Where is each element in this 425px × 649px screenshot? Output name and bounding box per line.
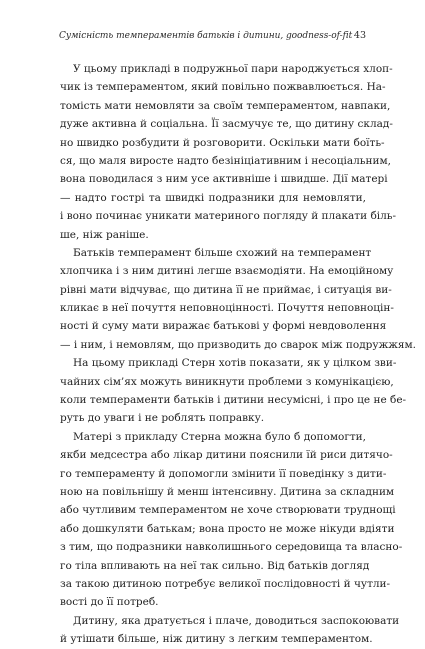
paragraph-5-line-2: й утішати більше, ніж дитину з легким темпераментом. [60,633,373,646]
paragraph-4-line-8: го тіла впливають на неї так сильно. Від батьків догляд [60,559,370,572]
page-number: 43 [353,30,366,41]
paragraph-2-line-6: — і ним, і немовлям, що призводить до сварок між подружжям. [60,338,417,351]
paragraph-3-line-2: чайних сім’ях можуть виникнути проблеми з комунікацією, [60,375,394,388]
paragraph-1-line-10: ше, ніж раніше. [60,228,149,241]
paragraph-4-line-7: з тим, що подразники навколишнього середовища та власно- [60,541,403,554]
paragraph-2-line-4: кликає в неї почуття неповноцінності. Почуття неповноцін- [60,302,394,315]
paragraph-4-line-10: вості до її потреб. [60,596,159,609]
paragraph-4-line-5: або чутливим темпераментом не хоче створювати труднощі [60,504,396,517]
paragraph-2-line-5: ності й суму мати виражає батькові у формі невдоволення [60,320,387,333]
paragraph-1-line-5: но швидко розбудити й розговорити. Оскільки мати боїть- [60,136,385,149]
paragraph-2-line-3: рівні мати відчуває, що дитина її не приймає, і ситуація ви- [60,283,392,296]
paragraph-4-line-4: ною на повільнішу й менш інтенсивну. Дитина за складним [60,485,395,498]
paragraph-1-line-2: чик із темпераментом, який повільно пожвавлюється. На- [60,81,386,94]
paragraph-3-line-1: На цьому прикладі Стерн хотів показати, як у цілком зви- [73,357,397,370]
paragraph-1-line-8: — надто гострі та швидкі подразники для немовляти, [60,191,366,204]
body-text [60,60,417,649]
paragraph-1-line-3: томість мати немовляти за своїм темпераментом, навпаки, [60,99,391,112]
paragraph-1-line-9: і воно починає уникати материного погляду й плакати біль- [60,210,397,223]
paragraph-2-line-1: Батьків темперамент більше схожий на темперамент [73,246,372,259]
paragraph-1-line-4: дуже активна й соціальна. Її засмучує те, що дитину склад- [60,118,393,131]
paragraph-4-line-9: за такою дитиною потребує великої послідовності й чутли- [60,577,391,590]
paragraph-5-line-1: Дитину, яка дратується і плаче, доводиться заспокоювати [73,614,400,627]
paragraph-1-line-1: У цьому прикладі в подружньої пари народжується хлоп- [73,63,393,75]
paragraph-4-line-2: якби медсестра або лікар дитини пояснили їй риси дитячо- [60,449,393,462]
paragraph-1-line-6: ся, що маля виросте надто безініціативним і несоціальним, [60,154,391,167]
running-title: Сумісність темпераментів батьків і дитини, goodness-of-fit [59,31,353,41]
paragraph-1-line-7: вона поводилася з ним усе активніше і швидше. Дії матері [60,173,388,186]
paragraph-4-line-3: го темпераменту й допомогли змінити її поведінку з дити- [60,467,387,480]
paragraph-3-line-4: руть до уваги і не роблять поправку. [60,412,265,425]
paragraph-4-line-1: Матері з прикладу Стерна можна було б допомогти, [73,430,366,443]
paragraph-2-line-2: хлопчика і з ним дитині легше взаємодіяти. На емоційному [60,265,394,278]
paragraph-4-line-6: або дошкуляти батькам; вона просто не може нікуди вдіяти [60,522,395,535]
paragraph-3-line-3: коли темпераменти батьків і дитини несумісні, і про це не бе- [60,394,407,407]
